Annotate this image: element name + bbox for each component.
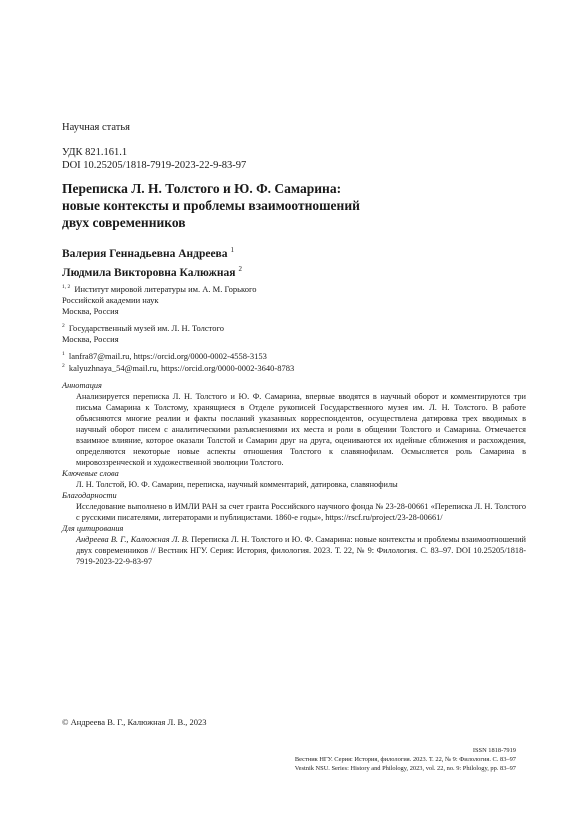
udk-code: УДК 821.161.1: [62, 147, 128, 158]
affiliation-sup: 2: [62, 322, 65, 329]
journal-citation-en: Vestnik NSU. Series: History and Philology, 2023, vol. 22, no. 9: Philology, pp. 83–97: [294, 765, 516, 772]
affiliation-text: Институт мировой литературы им. А. М. Горького: [74, 283, 257, 294]
affiliation-line: Российской академии наук: [62, 294, 159, 305]
abstract-text: Анализируется переписка Л. Н. Толстого и Ю. Ф. Самарина, впервые вводятся в научный оборот и комментируются три письма Самарина к Толстому, хранящиеся в Отделе рукописей Государственного музея им. Л. Н. Толстого. В работе объясняются многие реалии и факты посланий указанных корреспондентов, осуществлена датировка трех вводимых в научный оборот писем с аналитическими разъяснениями их места и роли в общении Толстого и Самарина. Отмечается взаимное влияние, которое оказали Толстой и Самарин друг на друга, оцениваются их идейные сближения и расхождения, определяются некоторые новые аспекты отношения Толстого к славянофилам. Осмысляется роль Самарина в мировоззренческой и художественной эволюции Толстого.: [76, 392, 526, 467]
title-line: новые контексты и проблемы взаимоотношений: [62, 198, 360, 213]
acknowledgments-text: Исследование выполнено в ИМЛИ РАН за счет гранта Российского научного фонда № 23-28-00661 «Переписка Л. Н. Толстого с русскими писателями, литераторами и публицистами. 1860-е годы», https://rscf.ru/project/23-28-00661/: [76, 502, 526, 522]
affiliation-line: Москва, Россия: [62, 305, 119, 316]
author: [62, 243, 242, 262]
affiliation-line: [62, 282, 294, 295]
author-sup: 2: [238, 264, 242, 273]
email-line: [62, 349, 294, 362]
journal-citation-ru: Вестник НГУ. Серия: История, филология. 2023. Т. 22, № 9: Филология. С. 83–97: [294, 756, 516, 763]
keywords-label: Ключевые слова: [62, 469, 119, 478]
keywords-text: Л. Н. Толстой, Ю. Ф. Самарин, переписка, научный комментарий, датировка, славянофилы: [76, 480, 398, 489]
copyright-notice: © Андреева В. Г., Калюжная Л. В., 2023: [62, 717, 207, 727]
journal-footer: [295, 746, 516, 773]
article-title: [62, 180, 392, 231]
email-text[interactable]: lanfra87@mail.ru, https://orcid.org/0000-0002-4558-3153: [68, 350, 267, 361]
author-name: Людмила Викторовна Калюжная: [62, 266, 236, 279]
author: [62, 262, 242, 281]
email-text[interactable]: kalyuzhnaya_54@mail.ru, https://orcid.org/0000-0002-3640-8783: [68, 363, 295, 374]
citation-authors: Андреева В. Г., Калюжная Л. В.: [76, 535, 189, 544]
article-type: Научная статья: [62, 122, 130, 133]
email-sup: 2: [62, 363, 65, 370]
citation-label: Для цитирования: [62, 524, 124, 533]
title-line: двух современников: [62, 215, 186, 230]
affiliation-sup: 1, 2: [62, 284, 71, 290]
issn: ISSN 1818-7919: [472, 747, 516, 754]
affiliation-line: Москва, Россия: [62, 333, 119, 344]
email-line: [62, 361, 294, 374]
citation-body: Переписка Л. Н. Толстого и Ю. Ф. Самарина: новые контексты и проблемы взаимоотношений двух современников // Вестник НГУ. Серия: История, филология. 2023. Т. 22, № 9: Филология. С. 83–97. DOI 10.25205/1818-7919-2023-22-9-83-97: [76, 535, 526, 566]
affiliation-text: Государственный музей им. Л. Н. Толстого: [68, 322, 225, 333]
title-line: Переписка Л. Н. Толстого и Ю. Ф. Самарина:: [62, 181, 342, 196]
article-identifiers: [62, 146, 246, 172]
authors-block: [62, 243, 242, 281]
affiliation-line: [62, 321, 294, 334]
citation-text: [62, 534, 526, 567]
author-sup: 1: [230, 246, 235, 254]
affiliations-block: [62, 282, 294, 374]
doi-code: DOI 10.25205/1818-7919-2023-22-9-83-97: [62, 160, 247, 171]
acknowledgments-label: Благодарности: [62, 491, 117, 500]
email-sup: 1: [62, 350, 65, 357]
author-name: Валерия Геннадьевна Андреева: [62, 247, 228, 260]
abstract-label: Аннотация: [62, 381, 102, 390]
article-metadata: [62, 380, 526, 567]
